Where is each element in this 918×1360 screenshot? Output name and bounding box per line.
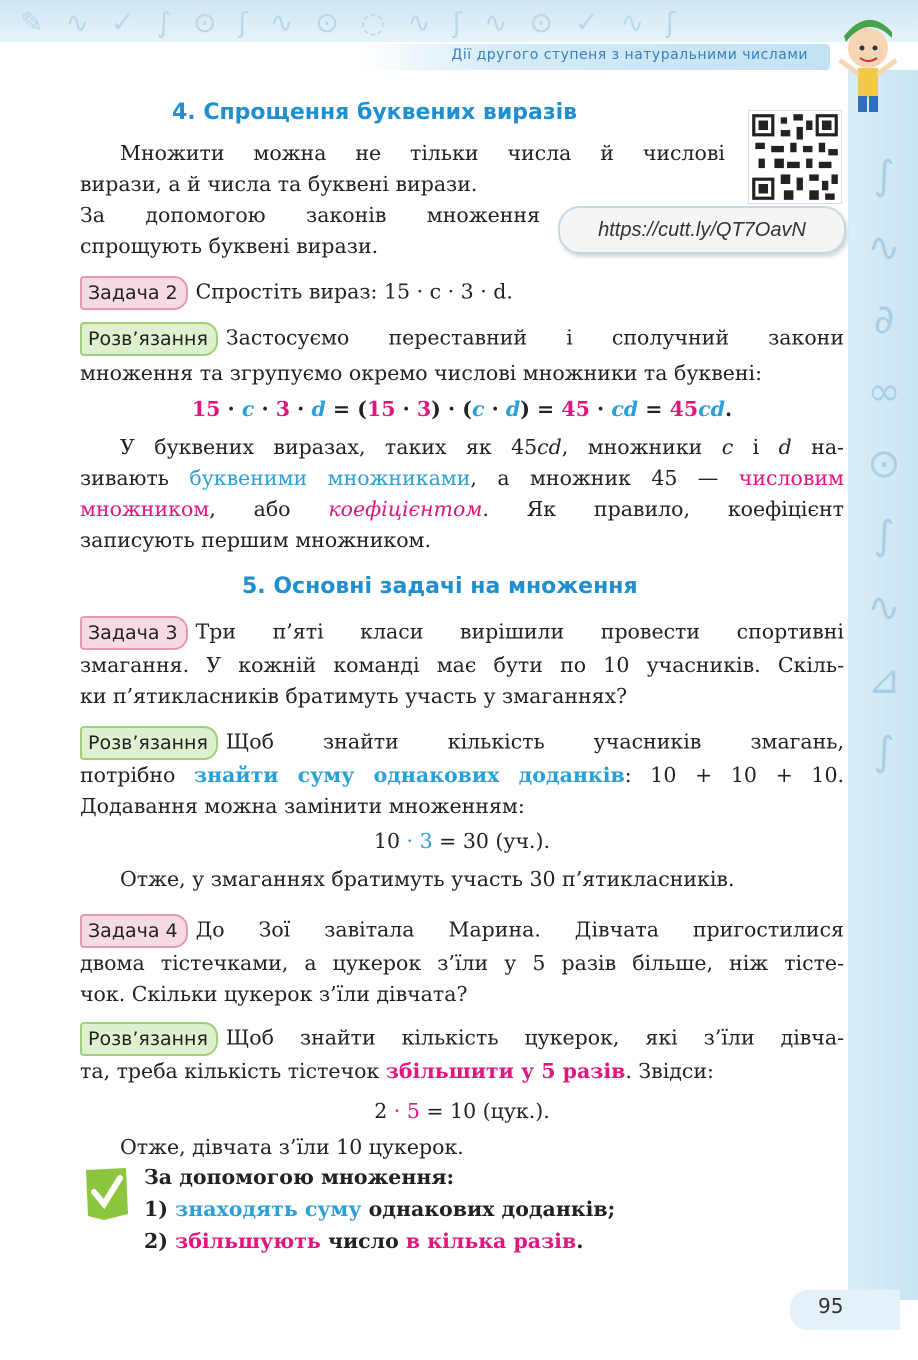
formula-part: · [589,397,612,421]
text-run: c [721,435,734,459]
formula-part: c [241,397,255,421]
solution-3-line-3: Додавання можна замінити множенням: [80,794,525,818]
text-run: однакових доданків; [361,1197,616,1221]
answer-4: Отже, дівчата з’їли 10 цукерок. [120,1135,464,1159]
text-run: число [320,1229,406,1253]
highlight-term: знаходять суму [175,1197,362,1221]
formula-part: = ( [325,397,367,421]
solution-4-badge: Розв’язання [80,1022,218,1056]
task-3-line-1 [80,616,844,650]
text-run: зивають [80,466,190,490]
highlight-term: в кілька разів [405,1229,577,1253]
right-band-decoration: ∫ ∿ ∂ ∞ ⊙ ∫ ∿ ⊿ ∫ [867,153,901,775]
highlight-term: коефіцієнтом [328,497,483,521]
page-number: 95 [818,1294,844,1318]
task-3-badge: Задача 3 [80,616,188,650]
formula-part: · [254,397,276,421]
formula-part: cd [698,397,725,421]
task-2 [80,276,844,310]
task-3-line-3: ки п’ятикласників братимуть участь у змаганнях? [80,684,628,708]
formula-part: cd [611,397,639,421]
paragraph-line-3 [80,494,844,525]
text-run: 2) [144,1229,176,1253]
equation-part: · 3 [400,829,433,853]
equation-4 [80,1096,844,1127]
solution-2-text-1: Застосуємо переставний і сполучний закони [225,325,844,350]
solution-3-badge: Розв’язання [80,726,218,760]
rule-item-1 [144,1194,844,1225]
solution-3-line-1 [80,726,844,760]
formula-part: c [471,397,485,421]
running-header-title: Дії другого ступеня з натуральними числами [451,47,808,63]
text-run: , або [209,497,329,521]
qr-code-icon[interactable] [748,110,842,204]
text-run: . [576,1229,584,1253]
task-2-badge: Задача 2 [80,276,188,310]
formula-line [80,394,844,425]
task-4-text-1: До Зої завітала Марина. Дівчата пригостилися [195,917,844,942]
task-4-badge: Задача 4 [80,914,188,948]
equation-3 [80,826,844,857]
top-band-decoration: ✎∿✓∫⊙ʃ∿⊙◌∿ʃ∿⊙✓∿ʃ [20,6,698,39]
task-3-text-1: Три п’яті класи вирішили провести спортивні [195,619,844,644]
solution-4-line-1 [80,1022,844,1056]
answer-3: Отже, у змаганнях братимуть участь 30 п’ятикласників. [120,867,735,891]
intro-line-3: За допомогою законів множення [80,203,540,227]
formula-part: ) = [520,397,562,421]
highlight-term: збільшити у 5 разів [385,1059,626,1083]
solution-4-line-2 [80,1056,844,1087]
formula-part: · [290,397,312,421]
equation-part: 2 [374,1099,388,1123]
formula-part: · [395,397,417,421]
paragraph-line-2 [80,463,844,494]
section-4-title: 4. Спрощення буквених виразів [172,100,578,125]
equation-part: 10 [373,829,401,853]
task-2-text: Спростіть вираз: 15 · c · 3 · d. [195,279,513,304]
page-number-tab [790,1290,900,1330]
task-4-line-1 [80,914,844,948]
formula-part: · [220,397,242,421]
highlight-term: знайти суму однакових доданків [194,763,625,787]
intro-line-2: вирази, а й числа та буквені вирази. [80,172,478,196]
formula-part: 3 [275,397,291,421]
text-run: 1) [144,1197,176,1221]
paragraph-line-1 [80,432,844,463]
solution-2-badge: Розв’язання [80,322,218,356]
formula-part: ) · ( [431,397,472,421]
formula-part: 15 [191,397,221,421]
text-run: і [733,435,779,459]
formula-part: · [484,397,506,421]
text-run: , а множник 45 — [470,466,739,490]
text-run: потрібно [80,763,195,787]
formula-part: . [724,397,733,421]
solution-2-line-2: множення та згрупуємо окремо числові множники та буквені: [80,361,763,385]
solution-4-text-1: Щоб знайти кількість цукерок, які з’їли дівча- [225,1025,844,1050]
formula-part: 45 [669,397,699,421]
intro-line-1: Множити можна не тільки числа й числові [120,141,725,165]
task-4-line-2: двома тістечками, а цукерок з’їли у 5 разів більше, ніж тісте- [80,951,844,975]
highlight-term: збільшують [175,1229,321,1253]
highlight-term: множником [80,497,210,521]
formula-part: d [311,397,326,421]
qr-link-url[interactable]: https://cutt.ly/QT7OavN [558,206,846,254]
text-run: d [778,435,792,459]
rule-title: За допомогою множення: [144,1165,455,1189]
text-run: У буквених виразах, таких як 45 [120,435,538,459]
task-3-line-2: змагання. У кожній команді має бути по 10 учасників. Скіль- [80,653,844,677]
task-4-line-3: чок. Скільки цукерок з’їли дівчата? [80,982,468,1006]
text-run: та, треба кількість тістечок [80,1059,386,1083]
equation-part: = 10 (цук.). [419,1099,550,1123]
section-5-title: 5. Основні задачі на множення [242,574,638,599]
right-decorative-band [848,70,918,1300]
formula-part: d [505,397,521,421]
rule-item-2 [144,1226,844,1257]
text-run: , множники [561,435,722,459]
top-decorative-band [0,0,918,42]
formula-part: 3 [416,397,432,421]
formula-part: 45 [561,397,590,421]
equation-part: · 5 [387,1099,420,1123]
text-run: cd [537,435,562,459]
intro-line-4: спрощують буквені вирази. [80,234,379,258]
text-run: . Як правило, коефіцієнт [482,497,844,521]
text-run: : 10 + 10 + 10. [624,763,845,787]
highlight-term: числовим [738,466,844,490]
highlight-term: буквеними множниками [189,466,471,490]
solution-3-line-2 [80,760,844,791]
checkmark-icon [82,1164,132,1224]
equation-part: = 30 (уч.). [432,829,551,853]
formula-part: = [638,397,670,421]
solution-2-line-1 [80,322,844,356]
paragraph-line-4: записують першим множником. [80,528,431,552]
formula-part: 15 [366,397,396,421]
child-mascot-icon [832,8,902,116]
text-run: . Звідси: [625,1059,714,1083]
text-run: на- [791,435,844,459]
solution-3-text-1: Щоб знайти кількість учасників змагань, [225,729,844,754]
